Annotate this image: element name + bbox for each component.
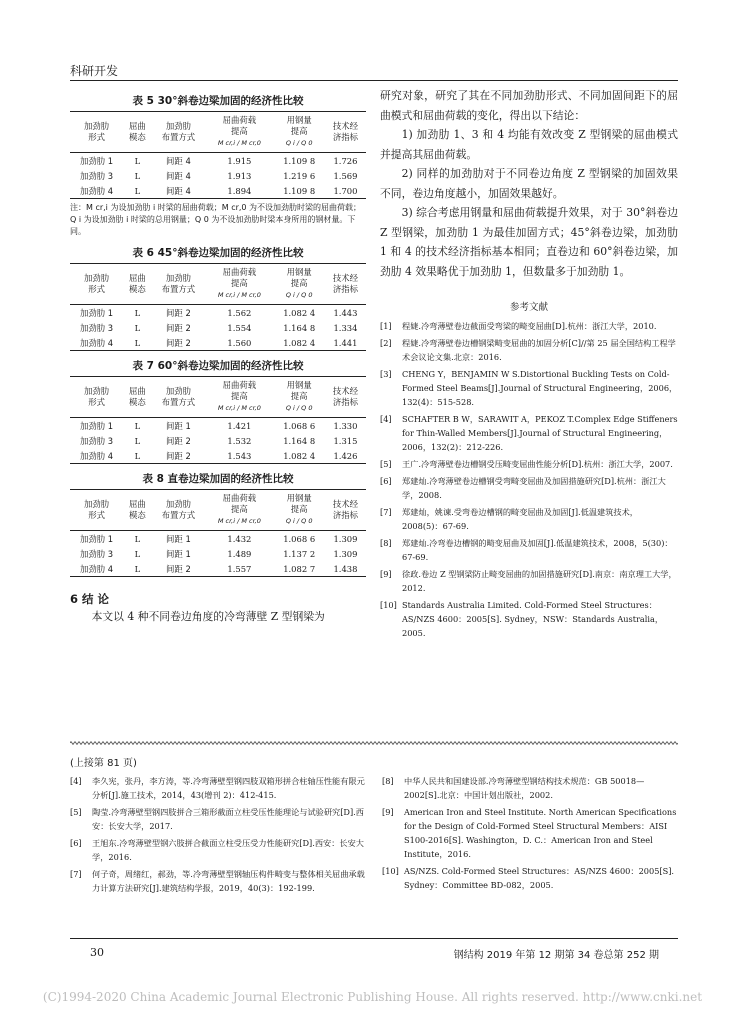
table-cell: L	[134, 170, 141, 181]
table-row	[70, 546, 366, 561]
table-cell: 1.438	[325, 561, 366, 577]
reference-item	[380, 457, 678, 471]
table-cell: 加劲肋 3	[80, 322, 114, 333]
reference-number: [9]	[382, 807, 394, 817]
table-cell: 间距 4	[166, 170, 191, 181]
reference-item	[70, 805, 366, 833]
table-cell: 1.334	[333, 322, 358, 333]
reference-text: 程婕.冷弯薄壁卷边槽钢梁畸变屈曲的加固分析[C]//第 25 届全国结构工程学术会议论文集.北京：2016.	[402, 338, 676, 362]
table-cell: 1.562	[227, 307, 252, 318]
column-formula: Q i / Q 0	[285, 517, 313, 525]
table-cell: 1.432	[227, 533, 252, 544]
column-header-label: 用钢量 提高	[286, 380, 312, 401]
column-header	[273, 264, 324, 305]
footer-rule	[70, 938, 678, 939]
continued-label: (上接第 81 页)	[70, 758, 137, 769]
column-header	[205, 112, 273, 153]
table-cell: 1.315	[333, 435, 358, 446]
table-cell: 1.443	[333, 307, 358, 318]
table-cell: 间距 2	[152, 448, 206, 464]
table-row	[70, 183, 366, 199]
table-cell: 1.137 2	[283, 548, 316, 559]
column-header-label: 屈曲 模态	[128, 499, 146, 520]
continued-refs-left	[70, 774, 366, 898]
column-formula: M cr,i / M cr,0	[217, 517, 261, 525]
table-cell: 间距 1	[166, 420, 191, 431]
column-header-label: 加劲肋 布置方式	[161, 273, 196, 294]
section-6-para: 本文以 4 种不同卷边角度的冷弯薄壁 Z 型钢梁为	[91, 610, 325, 623]
column-header-label: 加劲肋 布置方式	[161, 499, 196, 520]
column-header	[123, 490, 151, 531]
reference-number: [10]	[380, 600, 397, 610]
reference-item	[70, 836, 366, 864]
table-cell: 1.109 8	[283, 155, 316, 166]
table-row	[70, 418, 366, 434]
reference-text: American Iron and Steel Institute. North American Specifications for the Design of Cold-Formed Steel Structural Members：AISI S100-2016[S]. Washington，D. C.：American Iron and Steel Institute，2016.	[404, 807, 677, 859]
column-header	[273, 112, 324, 153]
table-cell: 加劲肋 1	[80, 155, 114, 166]
data-table	[70, 263, 366, 351]
table-cell: 1.164 8	[283, 322, 316, 333]
table-cell: 1.426	[325, 448, 366, 464]
reference-item	[380, 598, 678, 640]
page-number: 30	[90, 946, 104, 959]
column-header-label: 加劲肋 布置方式	[161, 386, 196, 407]
table-cell: 间距 1	[166, 533, 191, 544]
column-header-label: 加劲肋 形式	[84, 386, 110, 407]
table-cell: 1.532	[227, 435, 252, 446]
reference-item	[380, 505, 678, 533]
reference-text: 郑建灿.冷弯薄壁卷边槽钢受弯畸变屈曲及加固措施研究[D].杭州：浙江大学，2008.	[402, 476, 666, 500]
table-cell: L	[123, 448, 151, 464]
table-cell: L	[123, 335, 151, 351]
reference-item	[380, 567, 678, 595]
table-cell: 加劲肋 3	[80, 435, 114, 446]
column-formula: Q i / Q 0	[285, 139, 313, 147]
column-header-label: 用钢量 提高	[286, 267, 312, 288]
table-cell: 加劲肋 1	[80, 307, 114, 318]
column-header	[70, 264, 123, 305]
table-cell: 1.330	[333, 420, 358, 431]
column-header-label: 用钢量 提高	[286, 115, 312, 136]
reference-number: [6]	[70, 838, 82, 848]
reference-number: [3]	[380, 369, 392, 379]
table-cell: 加劲肋 1	[80, 533, 114, 544]
table-cell: 加劲肋 4	[70, 335, 123, 351]
conclusion-intro: 研究对象，研究了其在不同加劲肋形式、不同加固间距下的屈曲模式和屈曲荷载的变化，得出以下结论：	[380, 89, 678, 122]
column-header	[325, 264, 366, 305]
reference-number: [7]	[70, 869, 82, 879]
reference-text: 何子奇，周绪红，郝劲，等.冷弯薄壁型钢轴压构件畸变与整体相关屈曲承载力计算方法研究[J].建筑结构学报，2019，40(3)：192-199.	[92, 869, 365, 893]
data-table	[70, 376, 366, 464]
reference-text: 王旭东.冷弯薄壁型钢六肢拼合截面立柱受压受力性能研究[D].西安：长安大学，2016.	[92, 838, 364, 862]
reference-text: 李久宪，张丹，李方涛，等.冷弯薄壁型钢四肢双箱形拼合柱轴压性能有限元分析[J].施工技术，2014，43(增刊 2)：412-415.	[92, 776, 365, 800]
table-cell: 1.915	[227, 155, 252, 166]
column-header	[205, 264, 273, 305]
table-header-row	[70, 490, 366, 531]
tables-container	[70, 93, 366, 577]
reference-text: CHENG Y，BENJAMIN W S.Distortional Buckling Tests on Cold-Formed Steel Beams[J].Journal of Structural Engineering，2006，132(4)：515-528.	[402, 369, 678, 407]
column-header	[205, 490, 273, 531]
left-column	[70, 86, 366, 626]
column-header-label: 屈曲荷载 提高	[222, 115, 257, 136]
column-header	[123, 377, 151, 418]
reference-number: [6]	[380, 476, 392, 486]
table-cell: 1.441	[325, 335, 366, 351]
reference-text: 郑建灿，姚谏.受弯卷边槽钢的畸变屈曲及加固[J].低温建筑技术，2008(5)：67-69.	[402, 507, 638, 531]
column-header	[325, 112, 366, 153]
reference-text: SCHAFTER B W，SARAWIT A，PEKOZ T.Complex Edge Stiffeners for Thin-Walled Members[J].Journal of Structural Engineering，2006，132(2)：212-226.	[402, 414, 678, 452]
table-cell: 1.219 6	[283, 170, 316, 181]
reference-item	[380, 474, 678, 502]
table-cell: 1.560	[205, 335, 273, 351]
table-cell: 1.543	[205, 448, 273, 464]
table-cell: 1.082 4	[273, 448, 324, 464]
table-cell: L	[134, 322, 141, 333]
column-header-label: 屈曲荷载 提高	[222, 380, 257, 401]
table-cell: L	[134, 533, 141, 544]
table-cell: 1.894	[205, 183, 273, 199]
reference-number: [1]	[380, 321, 392, 331]
column-header-label: 屈曲荷载 提高	[222, 493, 257, 514]
table-cell: 1.082 4	[273, 335, 324, 351]
table-cell: 1.569	[333, 170, 358, 181]
table-cell: 1.068 6	[283, 533, 316, 544]
table-cell: 加劲肋 3	[80, 170, 114, 181]
table-caption: 表 8 直卷边梁加固的经济性比较	[142, 473, 294, 485]
copyright-watermark: (C)1994-2020 China Academic Journal Electronic Publishing House. All rights reserved. http://www.cnki.net	[42, 990, 703, 1004]
table-cell: 1.082 7	[273, 561, 324, 577]
column-header	[325, 490, 366, 531]
reference-item	[380, 319, 678, 333]
reference-number: [8]	[380, 538, 392, 548]
table-cell: L	[134, 155, 141, 166]
column-header-label: 屈曲荷载 提高	[222, 267, 257, 288]
column-header	[70, 112, 123, 153]
column-header-label: 加劲肋 形式	[84, 499, 110, 520]
conclusion-3: 3) 综合考虑用钢量和屈曲荷载提升效果，对于 30°斜卷边 Z 型钢梁，加劲肋 1 为最佳加固方式；45°斜卷边梁，加劲肋 1 和 4 的技术经济指标基本相同；直卷边和 60°斜卷边梁，加劲肋 4 效果略优于加劲肋 1，但数量多于加劲肋 1。	[380, 206, 678, 278]
reference-number: [7]	[380, 507, 392, 517]
table-caption: 表 6 45°斜卷边梁加固的经济性比较	[132, 247, 304, 259]
reference-number: [9]	[380, 569, 392, 579]
column-header	[273, 377, 324, 418]
table-cell: 间距 2	[166, 322, 191, 333]
column-header-label: 技术经 济指标	[332, 499, 358, 520]
table-header-row	[70, 112, 366, 153]
table-header-row	[70, 264, 366, 305]
reference-number: [8]	[382, 776, 394, 786]
column-header-label: 技术经 济指标	[332, 273, 358, 294]
section-6-title: 6 结 论	[70, 592, 110, 606]
reference-number: [2]	[380, 338, 392, 348]
table-cell: 1.421	[227, 420, 252, 431]
table-cell: 1.109 8	[273, 183, 324, 199]
table-row	[70, 448, 366, 464]
wavy-divider	[70, 740, 678, 746]
conclusion-2: 2) 同样的加劲肋对于不同卷边角度 Z 型钢梁的加固效果不同，卷边角度越小，加固效果越好。	[380, 167, 678, 200]
table-cell: 加劲肋 4	[70, 448, 123, 464]
table-row	[70, 168, 366, 183]
table-cell: 1.489	[227, 548, 252, 559]
column-header	[152, 490, 206, 531]
table-caption: 表 7 60°斜卷边梁加固的经济性比较	[132, 360, 304, 372]
table-cell: 1.309	[333, 548, 358, 559]
column-header-label: 技术经 济指标	[332, 121, 358, 142]
reference-text: AS/NZS. Cold-Formed Steel Structures：AS/NZS 4600：2005[S]. Sydney：Committee BD-082，2005.	[404, 866, 675, 890]
column-header-label: 屈曲 模态	[128, 386, 146, 407]
table-cell: 间距 1	[166, 548, 191, 559]
table-cell: L	[123, 183, 151, 199]
table-cell: 间距 2	[166, 435, 191, 446]
reference-item	[380, 367, 678, 409]
table-cell: 加劲肋 4	[70, 183, 123, 199]
table-cell: 间距 4	[152, 183, 206, 199]
table-cell: 1.913	[227, 170, 252, 181]
column-header	[152, 264, 206, 305]
table-row	[70, 561, 366, 577]
reference-item	[380, 536, 678, 564]
continued-refs-right	[382, 774, 678, 895]
column-header	[70, 377, 123, 418]
table-cell: 1.554	[227, 322, 252, 333]
reference-text: Standards Australia Limited. Cold-Formed Steel Structures：AS/NZS 4600：2005[S]. Sydney，NSW：Standards Australia，2005.	[402, 600, 664, 638]
column-header-label: 技术经 济指标	[332, 386, 358, 407]
table-cell: 1.557	[205, 561, 273, 577]
table-cell: 加劲肋 3	[80, 548, 114, 559]
reference-item	[382, 774, 678, 802]
reference-item	[382, 805, 678, 861]
reference-number: [10]	[382, 866, 399, 876]
conclusion-1: 1) 加劲肋 1、3 和 4 均能有效改变 Z 型钢梁的屈曲模式并提高其屈曲荷载。	[380, 128, 678, 161]
reference-text: 郑建灿.冷弯卷边槽钢的畸变屈曲及加固[J].低温建筑技术，2008，5(30)：67-69.	[402, 538, 673, 562]
table-row	[70, 320, 366, 335]
table-cell: 加劲肋 1	[80, 420, 114, 431]
table-cell: 间距 4	[166, 155, 191, 166]
column-header-label: 加劲肋 布置方式	[161, 121, 196, 142]
table-cell: L	[134, 548, 141, 559]
reference-item	[380, 412, 678, 454]
table-cell: 1.068 6	[283, 420, 316, 431]
reference-item	[70, 774, 366, 802]
column-header	[70, 490, 123, 531]
column-formula: Q i / Q 0	[285, 404, 313, 412]
table-row	[70, 335, 366, 351]
table-header-row	[70, 377, 366, 418]
references-list	[380, 319, 678, 640]
reference-item	[382, 864, 678, 892]
reference-number: [4]	[70, 776, 82, 786]
column-header	[273, 490, 324, 531]
column-header	[123, 264, 151, 305]
reference-number: [4]	[380, 414, 392, 424]
table-cell: L	[123, 561, 151, 577]
journal-info: 钢结构 2019 年第 12 期第 34 卷总第 252 期	[453, 950, 659, 961]
table-row	[70, 531, 366, 547]
table-row	[70, 305, 366, 321]
table-cell: 间距 2	[166, 307, 191, 318]
reference-item	[380, 336, 678, 364]
column-header-label: 加劲肋 形式	[84, 121, 110, 142]
right-column	[380, 86, 678, 643]
table-row	[70, 433, 366, 448]
data-table	[70, 489, 366, 577]
table-cell: L	[134, 420, 141, 431]
column-header-label: 屈曲 模态	[128, 273, 146, 294]
column-header	[325, 377, 366, 418]
column-formula: M cr,i / M cr,0	[217, 291, 261, 299]
column-header-label: 用钢量 提高	[286, 493, 312, 514]
table-cell: L	[134, 307, 141, 318]
table-cell: 1.700	[325, 183, 366, 199]
reference-text: 徐政.卷边 Z 型钢梁防止畸变屈曲的加固措施研究[D].南京：南京理工大学，2012.	[402, 569, 677, 593]
column-formula: M cr,i / M cr,0	[217, 404, 261, 412]
table-caption: 表 5 30°斜卷边梁加固的经济性比较	[132, 95, 304, 107]
reference-number: [5]	[70, 807, 82, 817]
column-header	[205, 377, 273, 418]
running-header: 科研开发	[70, 64, 119, 78]
reference-text: 中华人民共和国建设部.冷弯薄壁型钢结构技术规范：GB 50018—2002[S].北京：中国计划出版社，2002.	[404, 776, 645, 800]
data-table	[70, 111, 366, 199]
table-cell: 间距 2	[152, 561, 206, 577]
table-note: 注：M cr,i 为设加劲肋 i 时梁的屈曲荷载；M cr,0 为不设加劲肋时梁的屈曲荷载；Q i 为设加劲肋 i 时梁的总用钢量；Q 0 为不设加劲肋时梁本身所用的钢材量。下同。	[70, 203, 362, 236]
column-formula: M cr,i / M cr,0	[217, 139, 261, 147]
table-cell: 1.309	[333, 533, 358, 544]
table-cell: 1.726	[333, 155, 358, 166]
header-rule	[70, 80, 678, 81]
reference-number: [5]	[380, 459, 392, 469]
reference-text: 程婕.冷弯薄壁卷边截面受弯梁的畸变屈曲[D].杭州：浙江大学，2010.	[402, 321, 657, 331]
column-header-label: 屈曲 模态	[128, 121, 146, 142]
table-row	[70, 153, 366, 169]
table-cell: 间距 2	[152, 335, 206, 351]
column-header	[123, 112, 151, 153]
column-header-label: 加劲肋 形式	[84, 273, 110, 294]
table-cell: 加劲肋 4	[70, 561, 123, 577]
table-cell: 1.164 8	[283, 435, 316, 446]
table-cell: L	[134, 435, 141, 446]
column-formula: Q i / Q 0	[285, 291, 313, 299]
reference-text: 陶莹.冷弯薄壁型钢四肢拼合三箱形截面立柱受压性能理论与试验研究[D].西安：长安大学，2017.	[92, 807, 364, 831]
references-title: 参考文献	[509, 302, 548, 313]
column-header	[152, 112, 206, 153]
reference-item	[70, 867, 366, 895]
column-header	[152, 377, 206, 418]
table-cell: 1.082 4	[283, 307, 316, 318]
reference-text: 王广.冷弯薄壁卷边槽钢受压畸变屈曲性能分析[D].杭州：浙江大学，2007.	[402, 459, 673, 469]
